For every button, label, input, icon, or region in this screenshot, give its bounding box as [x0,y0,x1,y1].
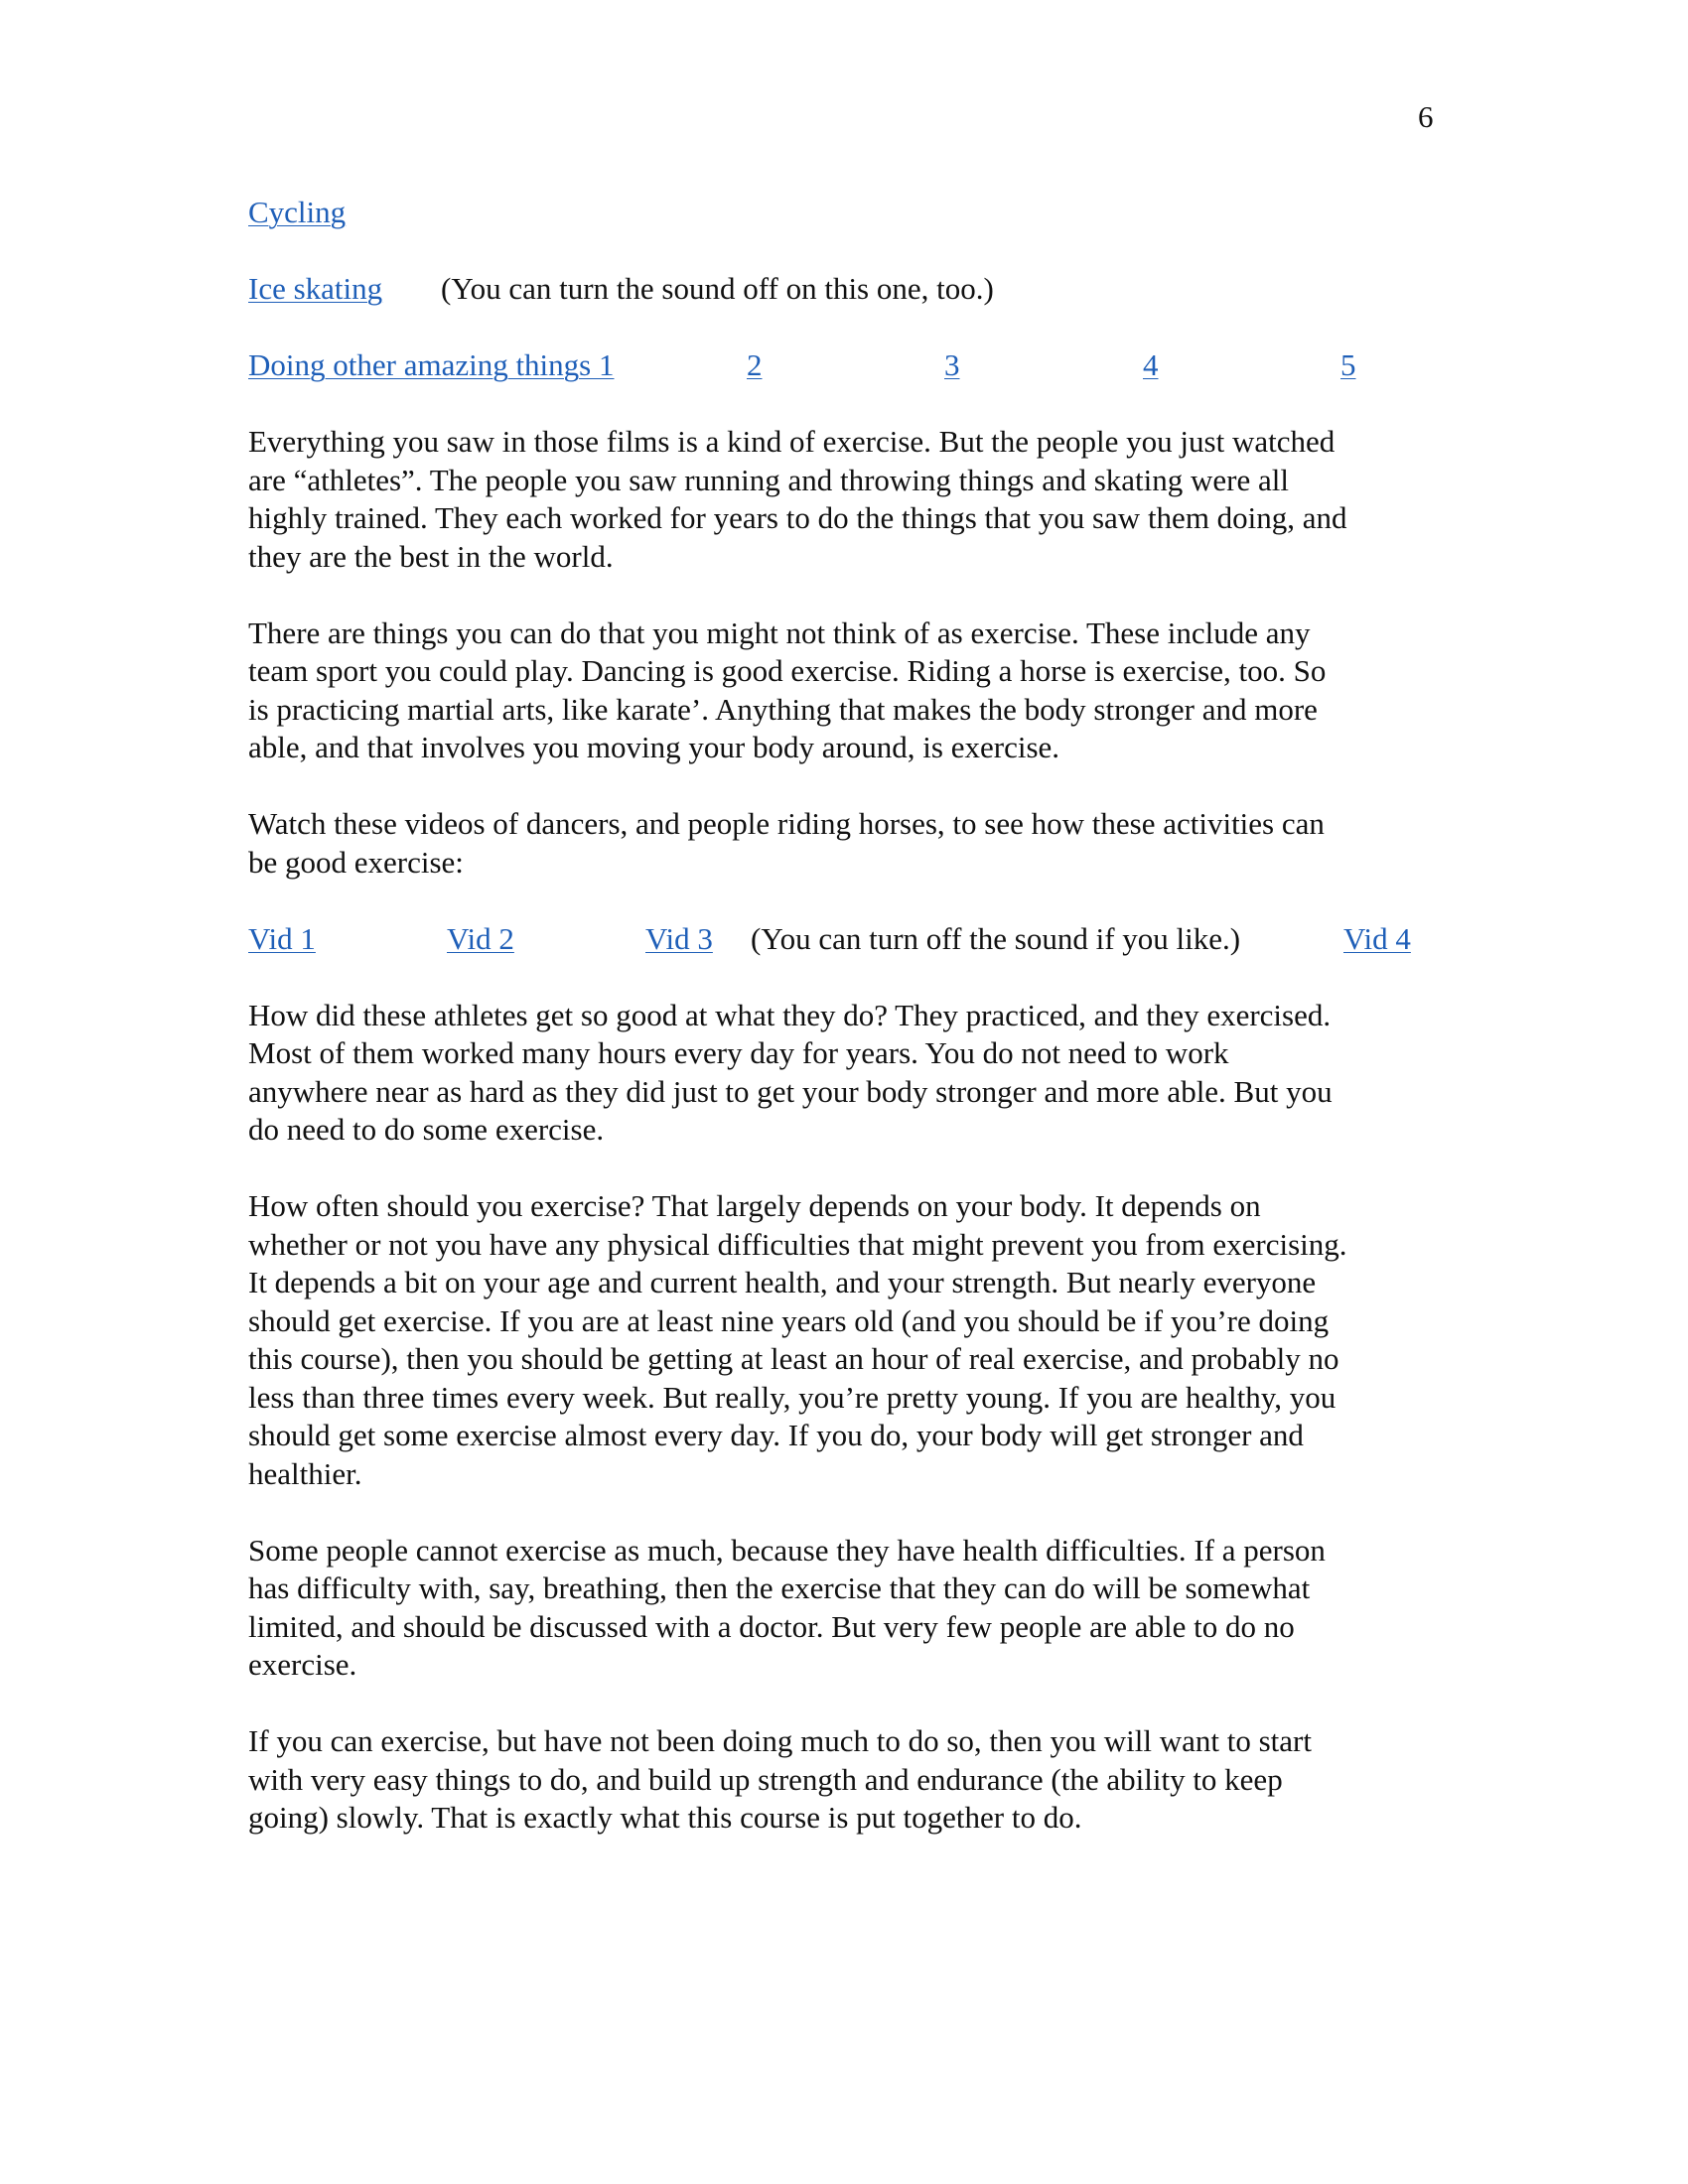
amazing-things-link-4[interactable]: 4 [1143,347,1159,382]
paragraph-other-exercise [248,614,1460,767]
text-line: How often should you exercise? That largely depends on your body. It depends on [248,1188,1261,1223]
vid-2-link[interactable]: Vid 2 [447,920,514,956]
text-line: less than three times every week. But really, you’re pretty young. If you are healthy, you [248,1379,1336,1415]
text-line: How did these athletes get so good at what they do? They practiced, and they exercised. [248,997,1332,1032]
text-line: Most of them worked many hours every day for years. You do not need to work [248,1035,1229,1070]
text-line: able, and that involves you moving your body around, is exercise. [248,730,1060,764]
text-line: It depends a bit on your age and current health, and your strength. But nearly everyone [248,1265,1317,1299]
text-line: whether or not you have any physical difficulties that might prevent you from exercising. [248,1226,1347,1262]
text-line: has difficulty with, say, breathing, then the exercise that they can do will be somewhat [248,1570,1311,1605]
page-number: 6 [1418,99,1434,134]
amazing-things-link-5[interactable]: 5 [1340,347,1356,382]
paragraph-watch-videos [248,805,1460,882]
vid-1-link[interactable]: Vid 1 [248,920,316,956]
text-line: are “athletes”. The people you saw running and throwing things and skating were all [248,462,1289,497]
paragraph-how-often [248,1187,1460,1493]
text-line: healthier. [248,1455,362,1491]
text-line: Everything you saw in those films is a kind of exercise. But the people you just watched [248,424,1336,459]
vid-3-note: (You can turn off the sound if you like.) [751,920,1241,956]
text-line: Some people cannot exercise as much, because they have health difficulties. If a person [248,1532,1326,1568]
amazing-things-link-1[interactable]: Doing other amazing things 1 [248,347,615,382]
vid-4-link[interactable]: Vid 4 [1343,920,1411,956]
text-line: Watch these videos of dancers, and people riding horses, to see how these activities can [248,806,1325,841]
videos-row [248,920,1460,959]
page-body [248,194,1460,1838]
amazing-things-link-2[interactable]: 2 [747,347,763,382]
text-line: this course), then you should be getting at least an hour of real exercise, and probably no [248,1341,1339,1376]
amazing-things-link-3[interactable]: 3 [944,347,960,382]
amazing-things-row [248,346,1460,385]
text-line: with very easy things to do, and build up strength and endurance (the ability to keep [248,1761,1283,1797]
cycling-link[interactable]: Cycling [248,195,347,229]
text-line: If you can exercise, but have not been doing much to do so, then you will want to start [248,1723,1312,1758]
text-line: they are the best in the world. [248,538,614,574]
paragraph-health-difficulties [248,1532,1460,1685]
text-line: should get exercise. If you are at least nine years old (and you should be if you’re doing [248,1302,1330,1338]
vid-3-link[interactable]: Vid 3 [645,920,713,956]
text-line: be good exercise: [248,844,464,880]
text-line: anywhere near as hard as they did just to get your body stronger and more able. But you [248,1073,1333,1109]
text-line: team sport you could play. Dancing is good exercise. Riding a horse is exercise, too. So [248,653,1327,688]
text-line: should get some exercise almost every day. If you do, your body will get stronger and [248,1418,1304,1452]
text-line: There are things you can do that you might not think of as exercise. These include any [248,614,1311,650]
cycling-row [248,194,1460,232]
text-line: limited, and should be discussed with a doctor. But very few people are able to do no [248,1608,1295,1644]
paragraph-start-easy [248,1722,1460,1838]
text-line: is practicing martial arts, like karate’. Anything that makes the body stronger and more [248,691,1318,727]
ice-skating-note: (You can turn the sound off on this one, too.) [441,271,994,306]
text-line: highly trained. They each worked for years to do the things that you saw them doing, and [248,500,1347,535]
text-line: exercise. [248,1647,357,1682]
paragraph-practice [248,997,1460,1150]
ice-skating-link[interactable]: Ice skating [248,271,383,306]
paragraph-athletes [248,423,1460,576]
text-line: do need to do some exercise. [248,1112,605,1147]
text-line: going) slowly. That is exactly what this course is put together to do. [248,1800,1082,1835]
ice-skating-row [248,270,1460,309]
